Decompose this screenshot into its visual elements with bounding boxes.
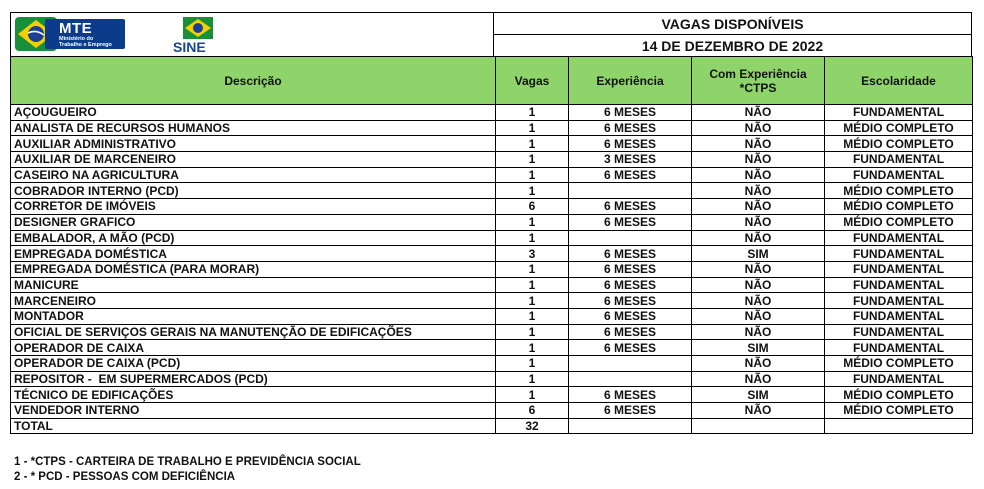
- cell-descricao: OPERADOR DE CAIXA (PCD): [11, 356, 496, 372]
- cell-vagas: 1: [496, 183, 569, 199]
- table-row: [11, 167, 973, 183]
- cell-descricao: MONTADOR: [11, 308, 496, 324]
- cell-escolaridade: FUNDAMENTAL: [825, 371, 973, 387]
- cell-ctps: NÃO: [692, 120, 825, 136]
- cell-ctps: NÃO: [692, 136, 825, 152]
- cell-experiencia: 6 MESES: [569, 120, 692, 136]
- cell-vagas: 1: [496, 308, 569, 324]
- cell-escolaridade: FUNDAMENTAL: [825, 277, 973, 293]
- cell-experiencia: [569, 371, 692, 387]
- cell-ctps: NÃO: [692, 293, 825, 309]
- cell-vagas: 1: [496, 356, 569, 372]
- cell-descricao: CORRETOR DE IMÓVEIS: [11, 199, 496, 215]
- cell-escolaridade: FUNDAMENTAL: [825, 340, 973, 356]
- cell-escolaridade: FUNDAMENTAL: [825, 230, 973, 246]
- cell-ctps: NÃO: [692, 152, 825, 168]
- cell-experiencia: 6 MESES: [569, 293, 692, 309]
- cell-ctps: SIM: [692, 340, 825, 356]
- col-header-experiencia: Experiência: [569, 57, 692, 105]
- cell-escolaridade: FUNDAMENTAL: [825, 105, 973, 121]
- cell-experiencia: 6 MESES: [569, 340, 692, 356]
- cell-escolaridade: MÉDIO COMPLETO: [825, 183, 973, 199]
- cell-experiencia: 6 MESES: [569, 324, 692, 340]
- mte-badge: [45, 19, 125, 49]
- table-row: [11, 403, 973, 419]
- col-header-descricao: Descrição: [11, 57, 496, 105]
- cell-experiencia: 3 MESES: [569, 152, 692, 168]
- table-row: [11, 152, 973, 168]
- cell-descricao: MANICURE: [11, 277, 496, 293]
- mte-subtitle-line2: Trabalho e Emprego: [59, 42, 112, 48]
- cell-ctps: NÃO: [692, 167, 825, 183]
- table-row: [11, 120, 973, 136]
- table-row: [11, 308, 973, 324]
- cell-experiencia: [569, 183, 692, 199]
- table-row: [11, 340, 973, 356]
- cell-escolaridade: MÉDIO COMPLETO: [825, 387, 973, 403]
- col-header-vagas: Vagas: [496, 57, 569, 105]
- cell-vagas: 1: [496, 324, 569, 340]
- cell-experiencia: 6 MESES: [569, 136, 692, 152]
- table-row: [11, 293, 973, 309]
- cell-descricao: TÉCNICO DE EDIFICAÇÕES: [11, 387, 496, 403]
- cell-vagas: 6: [496, 403, 569, 419]
- mte-subtitle: [59, 36, 112, 48]
- cell-experiencia: 6 MESES: [569, 308, 692, 324]
- table-row: [11, 230, 973, 246]
- cell-experiencia: 6 MESES: [569, 105, 692, 121]
- cell-experiencia: 6 MESES: [569, 261, 692, 277]
- cell-descricao: EMBALADOR, A MÃO (PCD): [11, 230, 496, 246]
- mte-subtitle-line1: Ministério do: [59, 36, 94, 42]
- cell-vagas: 1: [496, 277, 569, 293]
- cell-ctps: NÃO: [692, 356, 825, 372]
- cell-ctps: NÃO: [692, 324, 825, 340]
- cell-vagas: 1: [496, 340, 569, 356]
- total-empty-cell: [825, 418, 973, 434]
- cell-experiencia: [569, 230, 692, 246]
- cell-ctps: NÃO: [692, 214, 825, 230]
- cell-escolaridade: FUNDAMENTAL: [825, 324, 973, 340]
- footnote-pcd: 2 - * PCD - PESSOAS COM DEFICIÊNCIA: [14, 471, 236, 483]
- cell-ctps: NÃO: [692, 230, 825, 246]
- cell-ctps: NÃO: [692, 183, 825, 199]
- cell-descricao: MARCENEIRO: [11, 293, 496, 309]
- cell-descricao: ANALISTA DE RECURSOS HUMANOS: [11, 120, 496, 136]
- footnote-ctps: 1 - *CTPS - CARTEIRA DE TRABALHO E PREVIDÊNCIA SOCIAL: [14, 456, 361, 468]
- cell-escolaridade: MÉDIO COMPLETO: [825, 136, 973, 152]
- cell-ctps: SIM: [692, 246, 825, 262]
- page-title: VAGAS DISPONÍVEIS: [661, 15, 804, 32]
- logo-area: [10, 12, 493, 56]
- cell-escolaridade: MÉDIO COMPLETO: [825, 356, 973, 372]
- total-empty-cell: [692, 418, 825, 434]
- page-date: 14 DE DEZEMBRO DE 2022: [494, 34, 971, 57]
- cell-ctps: NÃO: [692, 308, 825, 324]
- table-row: [11, 199, 973, 215]
- title-block: [493, 12, 972, 56]
- table-row: [11, 324, 973, 340]
- cell-vagas: 1: [496, 136, 569, 152]
- cell-vagas: 6: [496, 199, 569, 215]
- mte-title: MTE: [59, 20, 93, 37]
- cell-descricao: AUXILIAR DE MARCENEIRO: [11, 152, 496, 168]
- total-row: [11, 418, 973, 434]
- col-header-ctps-line1: Com Experiência: [709, 66, 807, 81]
- cell-vagas: 1: [496, 167, 569, 183]
- table-row: [11, 371, 973, 387]
- sine-logo: [169, 13, 219, 57]
- col-header-escolaridade: Escolaridade: [825, 57, 973, 105]
- cell-descricao: COBRADOR INTERNO (PCD): [11, 183, 496, 199]
- cell-experiencia: 6 MESES: [569, 387, 692, 403]
- cell-descricao: VENDEDOR INTERNO: [11, 403, 496, 419]
- cell-escolaridade: FUNDAMENTAL: [825, 152, 973, 168]
- cell-vagas: 1: [496, 120, 569, 136]
- table-row: [11, 246, 973, 262]
- cell-descricao: DESIGNER GRAFICO: [11, 214, 496, 230]
- col-header-ctps: [692, 57, 825, 105]
- cell-vagas: 1: [496, 293, 569, 309]
- table-row: [11, 387, 973, 403]
- cell-descricao: REPOSITOR - EM SUPERMERCADOS (PCD): [11, 371, 496, 387]
- cell-vagas: 1: [496, 230, 569, 246]
- table-row: [11, 356, 973, 372]
- cell-experiencia: 6 MESES: [569, 403, 692, 419]
- cell-ctps: NÃO: [692, 261, 825, 277]
- cell-escolaridade: FUNDAMENTAL: [825, 293, 973, 309]
- total-empty-cell: [569, 418, 692, 434]
- cell-descricao: EMPREGADA DOMÉSTICA (PARA MORAR): [11, 261, 496, 277]
- cell-vagas: 1: [496, 214, 569, 230]
- table-body: [11, 105, 973, 434]
- cell-escolaridade: MÉDIO COMPLETO: [825, 214, 973, 230]
- total-label: TOTAL: [11, 418, 496, 434]
- cell-vagas: 3: [496, 246, 569, 262]
- cell-vagas: 1: [496, 261, 569, 277]
- cell-vagas: 1: [496, 387, 569, 403]
- table-row: [11, 277, 973, 293]
- cell-ctps: NÃO: [692, 277, 825, 293]
- cell-escolaridade: FUNDAMENTAL: [825, 246, 973, 262]
- footnotes: [14, 455, 361, 485]
- cell-descricao: CASEIRO NA AGRICULTURA: [11, 167, 496, 183]
- cell-escolaridade: FUNDAMENTAL: [825, 261, 973, 277]
- table-row: [11, 183, 973, 199]
- col-header-ctps-line2: *CTPS: [739, 80, 777, 95]
- cell-escolaridade: FUNDAMENTAL: [825, 308, 973, 324]
- cell-vagas: 1: [496, 105, 569, 121]
- cell-experiencia: 6 MESES: [569, 246, 692, 262]
- cell-ctps: NÃO: [692, 105, 825, 121]
- cell-vagas: 1: [496, 371, 569, 387]
- table-row: [11, 261, 973, 277]
- cell-ctps: SIM: [692, 387, 825, 403]
- cell-descricao: AÇOUGUEIRO: [11, 105, 496, 121]
- cell-descricao: AUXILIAR ADMINISTRATIVO: [11, 136, 496, 152]
- cell-ctps: NÃO: [692, 199, 825, 215]
- cell-escolaridade: MÉDIO COMPLETO: [825, 403, 973, 419]
- sine-label: SINE: [173, 39, 206, 55]
- table-row: [11, 136, 973, 152]
- cell-descricao: OFICIAL DE SERVIÇOS GERAIS NA MANUTENÇÃO DE EDIFICAÇÕES: [11, 324, 496, 340]
- cell-experiencia: 6 MESES: [569, 277, 692, 293]
- cell-escolaridade: MÉDIO COMPLETO: [825, 199, 973, 215]
- cell-vagas: 1: [496, 152, 569, 168]
- table-row: [11, 105, 973, 121]
- cell-experiencia: 6 MESES: [569, 199, 692, 215]
- cell-descricao: EMPREGADA DOMÉSTICA: [11, 246, 496, 262]
- cell-escolaridade: FUNDAMENTAL: [825, 167, 973, 183]
- table-header-row: [11, 57, 973, 105]
- cell-descricao: OPERADOR DE CAIXA: [11, 340, 496, 356]
- cell-experiencia: [569, 356, 692, 372]
- cell-experiencia: 6 MESES: [569, 167, 692, 183]
- cell-ctps: NÃO: [692, 371, 825, 387]
- vacancies-table: [10, 56, 973, 434]
- cell-experiencia: 6 MESES: [569, 214, 692, 230]
- table-row: [11, 214, 973, 230]
- mte-logo: [15, 17, 127, 53]
- cell-ctps: NÃO: [692, 403, 825, 419]
- total-vagas: 32: [496, 418, 569, 434]
- cell-escolaridade: MÉDIO COMPLETO: [825, 120, 973, 136]
